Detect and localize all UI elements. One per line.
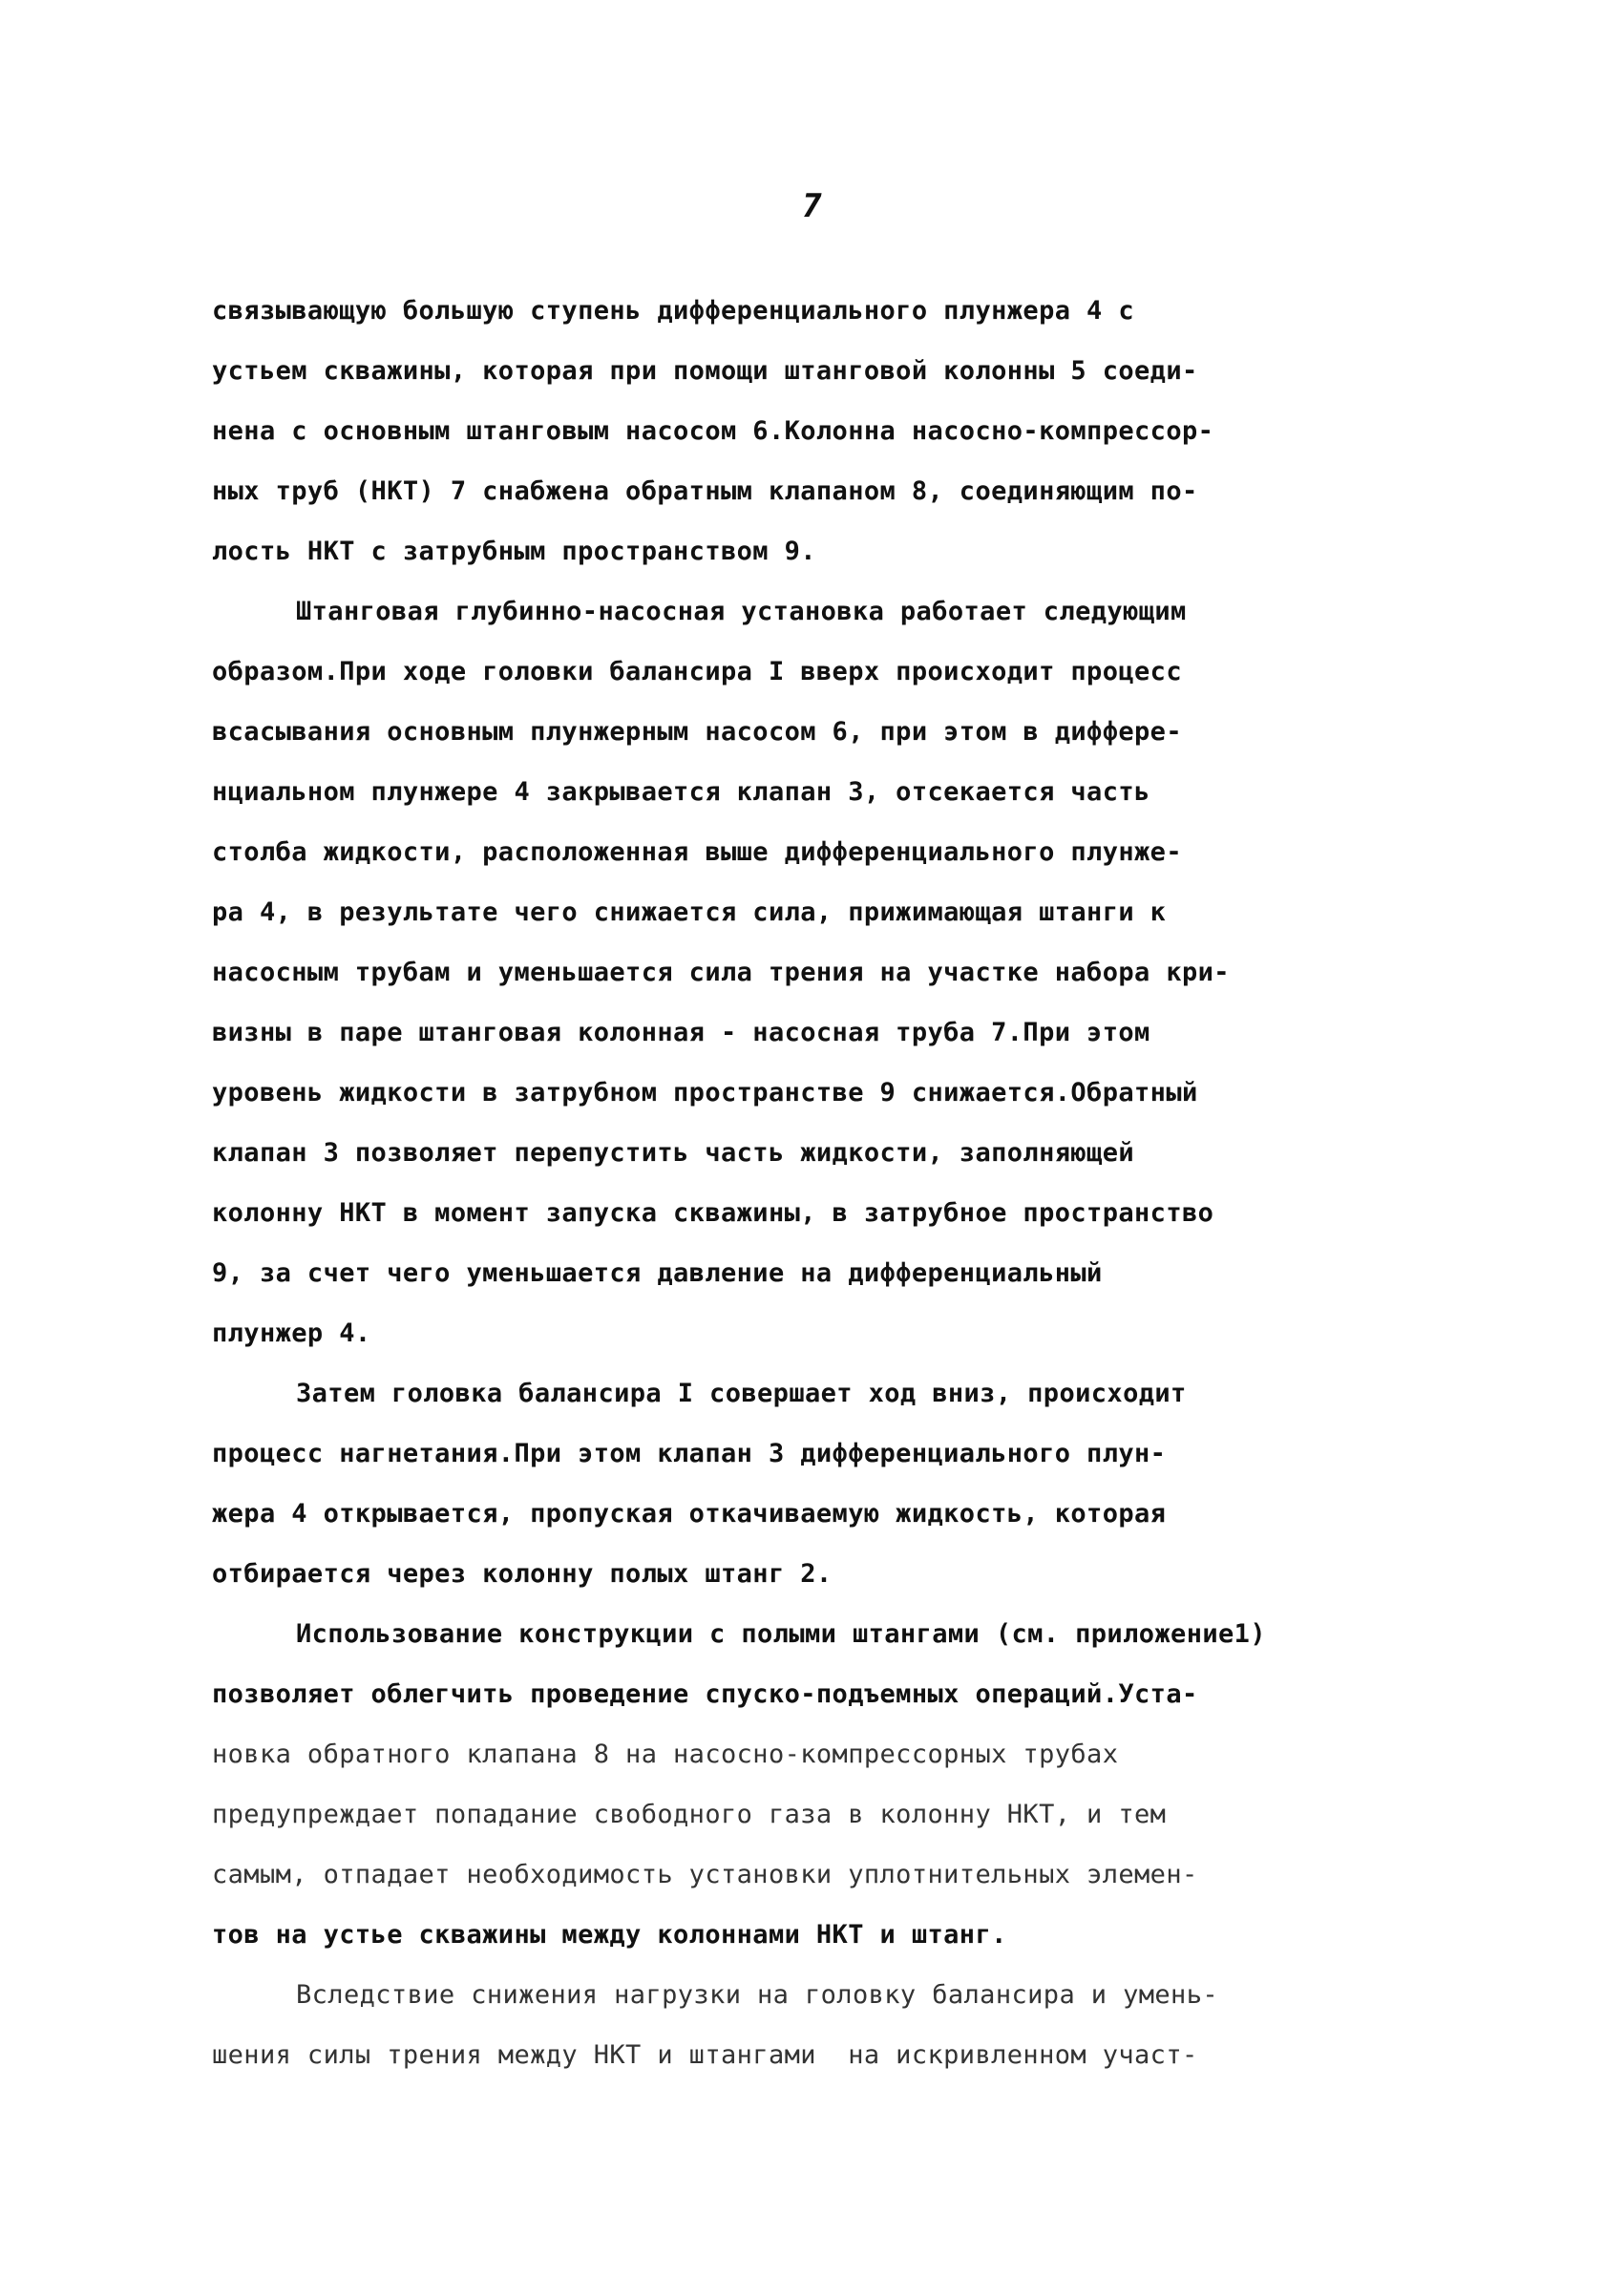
text-line: нена с основным штанговым насосом 6.Колонна насосно-компрессор- — [212, 416, 1214, 446]
paragraph-4 — [212, 1604, 1415, 1965]
text-line: новка обратного клапана 8 на насосно-компрессорных трубах — [212, 1740, 1119, 1769]
paragraph-5 — [212, 1965, 1415, 2085]
text-line: клапан 3 позволяет перепустить часть жидкости, заполняющей — [212, 1138, 1135, 1168]
text-line: ных труб (НКТ) 7 снабжена обратным клапаном 8, соединяющим по- — [212, 476, 1198, 506]
text-line: жера 4 открывается, пропуская откачиваемую жидкость, которая — [212, 1499, 1167, 1529]
text-line: ра 4, в результате чего снижается сила, прижимающая штанги к — [212, 897, 1167, 927]
text-line: Штанговая глубинно-насосная установка работает следующим — [296, 597, 1187, 626]
text-line: насосным трубам и уменьшается сила трения на участке набора кри- — [212, 958, 1230, 987]
text-line: Использование конструкции с полыми штангами (см. приложение1) — [296, 1619, 1266, 1649]
text-line: предупреждает попадание свободного газа в колонну НКТ, и тем — [212, 1800, 1167, 1829]
text-line: плунжер 4. — [212, 1318, 371, 1348]
text-line: столба жидкости, расположенная выше дифференциального плунже- — [212, 837, 1182, 867]
text-line: образом.При ходе головки балансира I вверх происходит процесс — [212, 657, 1182, 686]
text-line: визны в паре штанговая колонная - насосная труба 7.При этом — [212, 1018, 1150, 1047]
text-line: уровень жидкости в затрубном пространстве 9 снижается.Обратный — [212, 1078, 1198, 1107]
text-line: тов на устье скважины между колоннами НКТ и штанг. — [212, 1920, 1007, 1950]
text-line: Затем головка балансира I совершает ход вниз, происходит — [296, 1379, 1187, 1408]
text-line: отбирается через колонну полых штанг 2. — [212, 1559, 833, 1589]
text-line: шения силы трения между НКТ и штангами на искривленном участ- — [212, 2040, 1198, 2070]
paragraph-2 — [212, 581, 1415, 1363]
text-line: процесс нагнетания.При этом клапан 3 дифференциального плун- — [212, 1439, 1167, 1468]
text-line: позволяет облегчить проведение спуско-подъемных операций.Уста- — [212, 1679, 1198, 1709]
text-line: связывающую большую ступень дифференциального плунжера 4 с — [212, 296, 1135, 326]
text-line: нциальном плунжере 4 закрывается клапан 3, отсекается часть — [212, 777, 1150, 807]
body-text — [212, 281, 1415, 2085]
text-line: устьем скважины, которая при помощи штанговой колонны 5 соеди- — [212, 356, 1198, 386]
paragraph-1 — [212, 281, 1415, 581]
page-number: 7 — [802, 187, 822, 225]
paragraph-3 — [212, 1363, 1415, 1604]
text-line: колонну НКТ в момент запуска скважины, в затрубное пространство — [212, 1198, 1214, 1228]
text-line: 9, за счет чего уменьшается давление на дифференциальный — [212, 1258, 1103, 1288]
text-line: Вследствие снижения нагрузки на головку балансира и умень- — [296, 1980, 1219, 2010]
text-line: самым, отпадает необходимость установки уплотнительных элемен- — [212, 1860, 1198, 1889]
text-line: лость НКТ с затрубным пространством 9. — [212, 537, 816, 566]
text-line: всасывания основным плунжерным насосом 6, при этом в диффере- — [212, 717, 1182, 747]
